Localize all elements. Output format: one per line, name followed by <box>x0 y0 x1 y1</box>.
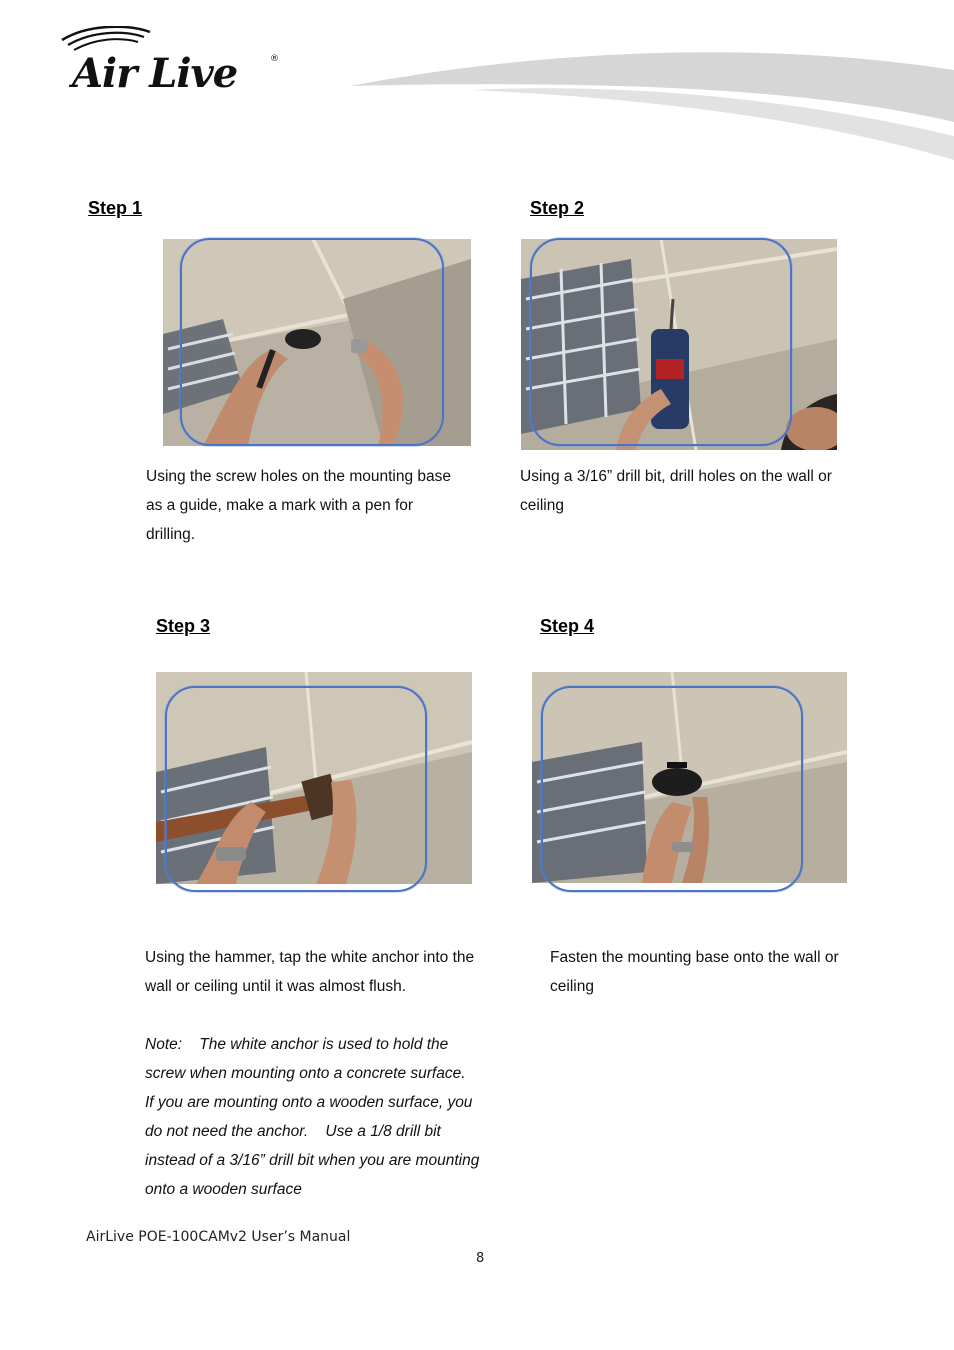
caption-line: ceiling <box>520 497 564 514</box>
step-3-highlight-frame <box>165 686 427 892</box>
step-1-highlight-frame <box>180 238 444 446</box>
caption-line: drilling. <box>146 526 196 543</box>
caption-line: Using a 3/16” drill bit, drill holes on the wall or <box>520 468 832 485</box>
logo-registered-mark: ® <box>270 54 279 64</box>
step-3-note <box>145 1030 525 1204</box>
step-2-title: Step 2 <box>530 198 585 218</box>
note-line: If you are mounting onto a wooden surface, you <box>145 1094 473 1111</box>
note-line: screw when mounting onto a concrete surface. <box>145 1065 466 1082</box>
step-2-highlight-frame <box>530 238 792 446</box>
note-line: Note: The white anchor is used to hold the <box>145 1036 449 1053</box>
caption-line: ceiling <box>550 978 594 995</box>
caption-line: Using the hammer, tap the white anchor into the <box>145 949 475 966</box>
step-4-caption <box>550 943 910 1001</box>
caption-line: Fasten the mounting base onto the wall or <box>550 949 839 966</box>
page-number: 8 <box>476 1251 485 1266</box>
step-2-caption <box>520 462 880 520</box>
step-4-title: Step 4 <box>540 616 595 636</box>
step-3-caption <box>145 943 505 1001</box>
caption-line: Using the screw holes on the mounting base <box>146 468 452 485</box>
note-line: onto a wooden surface <box>145 1181 302 1198</box>
step-1-caption <box>146 462 486 549</box>
airlive-logo <box>58 26 288 96</box>
caption-line: wall or ceiling until it was almost flush. <box>145 978 407 995</box>
step-1-title: Step 1 <box>88 198 143 218</box>
step-3-title: Step 3 <box>156 616 211 636</box>
step-4-highlight-frame <box>541 686 803 892</box>
caption-line: as a guide, make a mark with a pen for <box>146 497 414 514</box>
header-swoosh-icon <box>340 50 954 165</box>
logo-text: Air Live <box>72 50 238 97</box>
note-line: do not need the anchor. Use a 1/8 drill bit <box>145 1123 441 1140</box>
footer-manual-title: AirLive POE-100CAMv2 User’s Manual <box>86 1229 351 1245</box>
note-line: instead of a 3/16” drill bit when you are mounting <box>145 1152 480 1169</box>
